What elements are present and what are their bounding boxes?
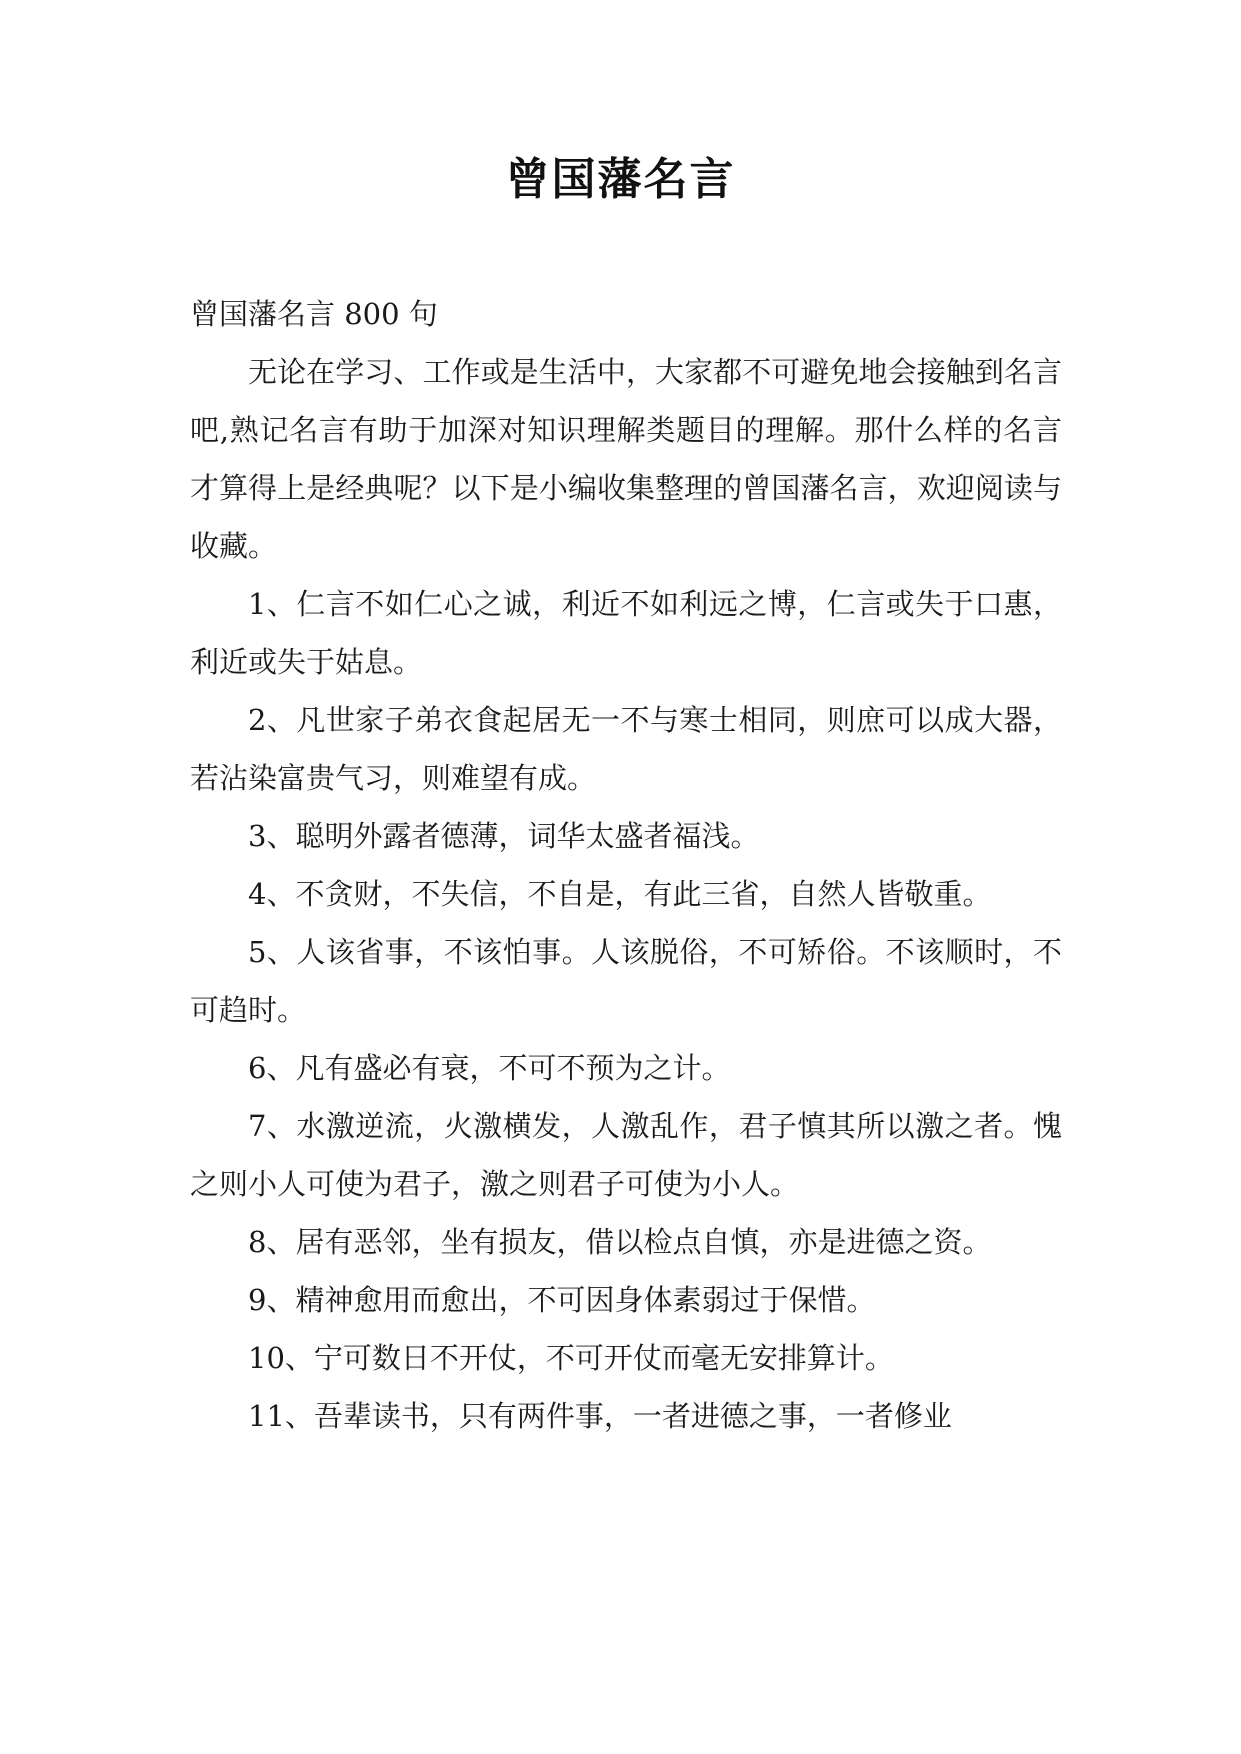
quote-paragraph: 9、精神愈用而愈出，不可因身体素弱过于保惜。: [248, 1283, 876, 1317]
quote-paragraph: 8、居有恶邻，坐有损友，借以检点自慎，亦是进德之资。: [248, 1225, 992, 1259]
quote-paragraph: 6、凡有盛必有衰，不可不预为之计。: [248, 1051, 731, 1085]
intro-paragraph: 无论在学习、工作或是生活中，大家都不可避免地会接触到名言吧,熟记名言有助于加深对知识理解类题目的理解。那什么样的名言才算得上是经典呢？以下是小编收集整理的曾国藩名言，欢迎阅读与收藏。: [190, 355, 1062, 563]
document-body: [190, 285, 1062, 1445]
quote-paragraph: 5、人该省事，不该怕事。人该脱俗，不可矫俗。不该顺时，不可趋时。: [190, 935, 1062, 1027]
document-title: 曾国藩名言: [505, 154, 736, 205]
quote-paragraph: 7、水激逆流，火激横发，人激乱作，君子慎其所以激之者。愧之则小人可使为君子，激之则君子可使为小人。: [190, 1109, 1062, 1201]
quote-paragraph: 2、凡世家子弟衣食起居无一不与寒士相同，则庶可以成大器，若沾染富贵气习，则难望有成。: [190, 703, 1062, 795]
quote-paragraph: 3、聪明外露者德薄，词华太盛者福浅。: [248, 819, 760, 853]
quote-paragraph: 1、仁言不如仁心之诚，利近不如利远之博，仁言或失于口惠，利近或失于姑息。: [190, 587, 1062, 679]
quote-paragraph: 11、吾辈读书，只有两件事，一者进德之事，一者修业: [248, 1399, 952, 1433]
quote-paragraph: 4、不贪财，不失信，不自是，有此三省，自然人皆敬重。: [248, 877, 992, 911]
quote-paragraph: 10、宁可数日不开仗，不可开仗而毫无安排算计。: [248, 1341, 894, 1375]
document-subtitle: 曾国藩名言 800 句: [190, 297, 438, 331]
